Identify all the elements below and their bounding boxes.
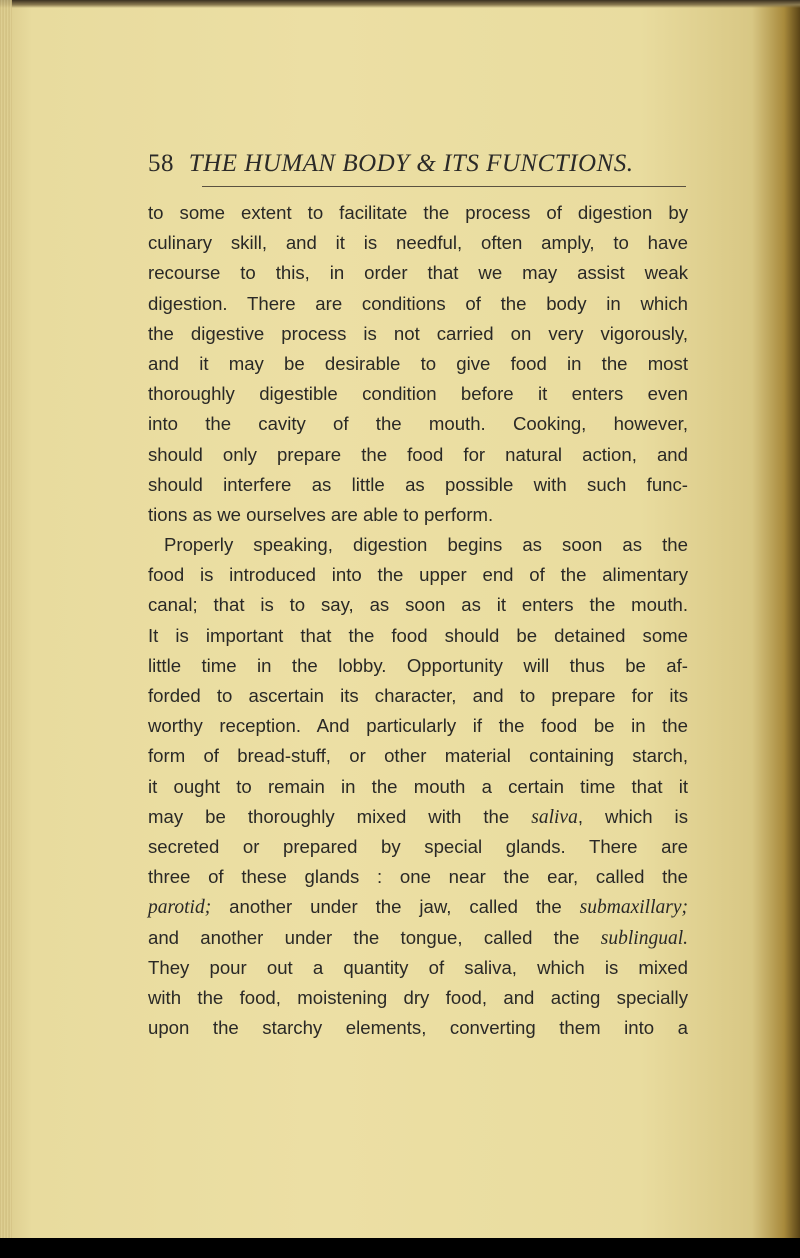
text-line: should interfere as little as possible with such func- — [148, 473, 688, 495]
text-fragment: may be thoroughly mixed with the — [148, 805, 532, 827]
text-line: It is important that the food should be detained some — [148, 624, 688, 646]
text-line: tions as we ourselves are able to perform. — [148, 503, 494, 525]
body-text — [148, 198, 688, 1043]
text-line: the digestive process is not carried on very vigorously, — [148, 322, 688, 344]
italic-term-saliva: saliva — [531, 806, 578, 828]
text-line: and it may be desirable to give food in the most — [148, 352, 688, 374]
text-line: into the cavity of the mouth. Cooking, however, — [148, 413, 688, 435]
text-fragment: and another under the tongue, called the — [148, 926, 601, 948]
text-line: upon the starchy elements, converting them into a — [148, 1017, 688, 1039]
running-title: THE HUMAN BODY & ITS FUNCTIONS. — [188, 150, 634, 177]
text-line: to some extent to facilitate the process of digestion by — [148, 202, 688, 223]
text-line: canal; that is to say, as soon as it enters the mouth. — [148, 594, 688, 616]
text-fragment: another under the jaw, called the — [211, 896, 580, 918]
text-line: forded to ascertain its character, and to prepare for its — [148, 685, 688, 706]
text-line-saliva — [148, 802, 688, 832]
text-line: recourse to this, in order that we may assist weak — [148, 262, 688, 284]
running-head — [148, 150, 688, 190]
italic-term-submaxillary: submaxillary; — [579, 897, 688, 919]
text-line-parotid — [148, 892, 688, 922]
page-gutter-edge — [0, 0, 12, 1238]
text-line: food is introduced into the upper end of the alimentary — [148, 564, 688, 586]
text-line: digestion. There are conditions of the body in which — [148, 292, 688, 314]
text-line: should only prepare the food for natural action, and — [148, 443, 688, 465]
text-line: thoroughly digestible condition before it enters even — [148, 383, 688, 405]
text-line: three of these glands : one near the ear, called the — [148, 866, 688, 888]
text-line: They pour out a quantity of saliva, which is mixed — [148, 956, 688, 978]
text-line: form of bread-stuff, or other material containing starch, — [148, 745, 688, 767]
text-line-sublingual — [148, 923, 688, 953]
scan-bottom-edge — [0, 1238, 800, 1258]
text-line: with the food, moistening dry food, and acting specially — [148, 986, 688, 1008]
text-line: secreted or prepared by special glands. There are — [148, 835, 688, 857]
text-line: culinary skill, and it is needful, often amply, to have — [148, 232, 688, 254]
text-line: little time in the lobby. Opportunity will thus be af- — [148, 654, 688, 676]
text-line: worthy reception. And particularly if the food be in the — [148, 715, 688, 737]
text-fragment: , which is — [577, 805, 688, 827]
italic-term-sublingual: sublingual. — [600, 927, 688, 949]
italic-term-parotid: parotid; — [148, 897, 212, 919]
header-rule — [202, 186, 686, 187]
text-line: Properly speaking, digestion begins as soon as the — [164, 534, 688, 556]
text-line: it ought to remain in the mouth a certain time that it — [148, 775, 688, 797]
page-number: 58 — [148, 150, 174, 177]
